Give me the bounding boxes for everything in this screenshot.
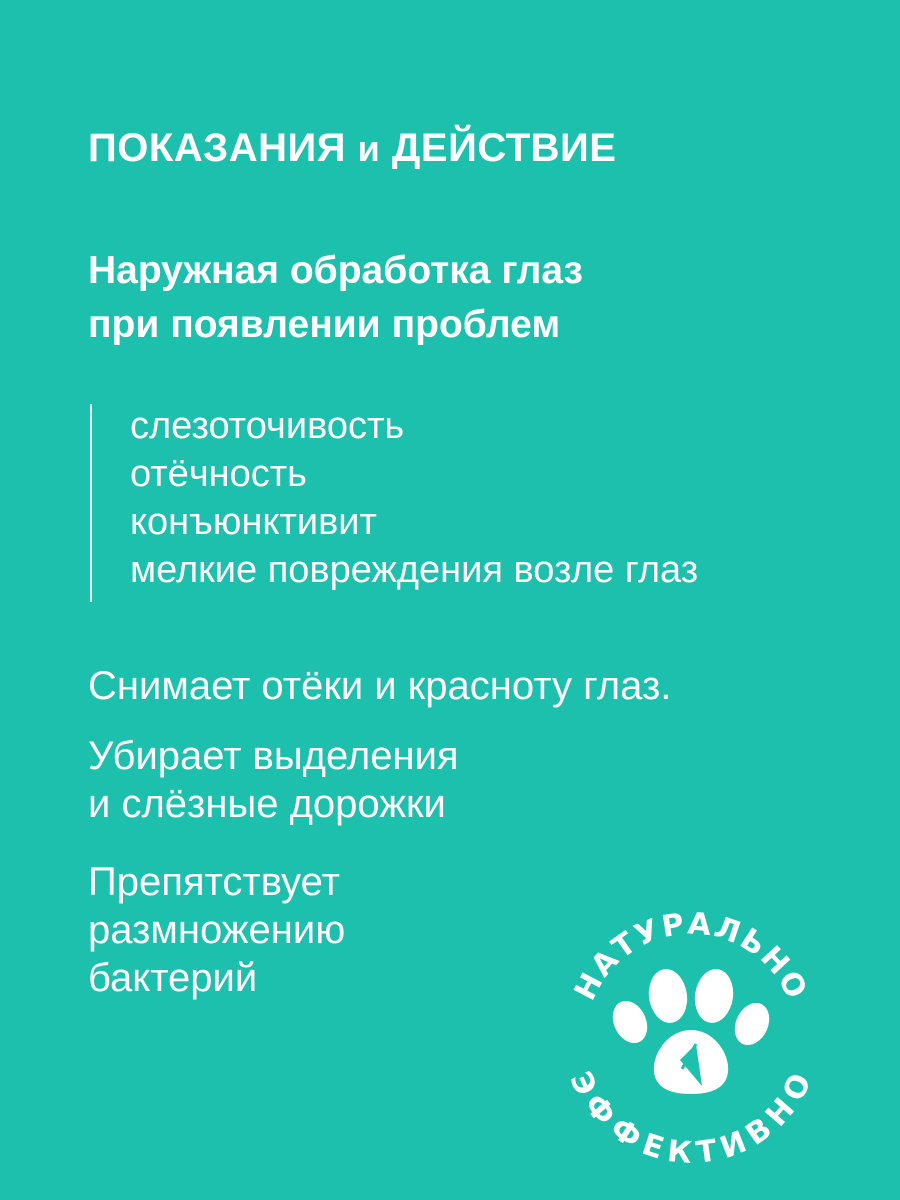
paw-icon <box>606 967 776 1094</box>
effect-line: Препятствует <box>88 860 340 904</box>
symptoms-block <box>90 404 698 602</box>
heading-conjunction: и <box>357 128 381 169</box>
effect-item-3 <box>88 858 345 1002</box>
badge-svg <box>556 904 826 1174</box>
badge-top-text <box>568 906 815 1006</box>
effect-item-2 <box>88 732 459 828</box>
effect-line: Убирает выделения <box>88 734 459 778</box>
subheading-line-1: Наружная обработка глаз <box>88 249 583 292</box>
effect-item-1 <box>88 662 671 710</box>
symptom-item: конъюнктивит <box>130 501 377 543</box>
symptom-item: мелкие повреждения возле глаз <box>130 549 699 591</box>
effect-line: Снимает отёки и красноту глаз. <box>88 664 672 708</box>
badge-top-textpath: НАТУРАЛЬНО <box>567 906 815 1007</box>
heading-part-2: ДЕЙСТВИЕ <box>391 126 617 170</box>
badge-bottom-textpath: ЭФФЕКТИВНО <box>562 1066 820 1172</box>
symptom-item: отёчность <box>130 453 307 495</box>
symptom-list <box>92 400 698 596</box>
effect-line: размножению <box>88 908 346 952</box>
subheading <box>88 244 583 352</box>
effect-line: и слёзные дорожки <box>88 782 446 826</box>
subheading-line-2: при появлении проблем <box>88 303 561 346</box>
section-heading <box>88 126 616 171</box>
effect-line: бактерий <box>88 956 258 1000</box>
heading-part-1: ПОКАЗАНИЯ <box>88 126 346 170</box>
symptom-item: слезоточивость <box>130 405 405 447</box>
natural-effective-badge <box>556 904 826 1174</box>
